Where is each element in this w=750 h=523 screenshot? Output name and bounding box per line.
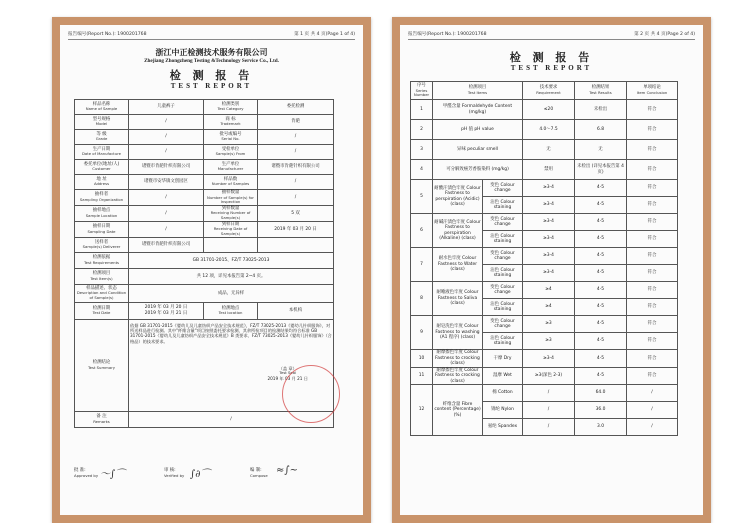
series-number: 3 (411, 140, 433, 160)
header-divider (68, 39, 355, 40)
test-result: 4-5 (575, 299, 627, 316)
table-row (75, 130, 334, 145)
field-label: 生产单位 Manufacturer (204, 160, 258, 175)
requirement: ≥3-4 (523, 265, 575, 282)
table-row (75, 100, 334, 115)
field-value: / (258, 175, 334, 190)
field-value: / (258, 190, 334, 206)
report-title-cn: 检 测 报 告 (509, 51, 594, 64)
field-value: / (129, 130, 204, 145)
field-value: 5 双 (258, 205, 334, 221)
field-value: / (258, 130, 334, 145)
report-page-1 (60, 25, 363, 515)
test-sub-item: 变色 Colour change (483, 214, 523, 231)
requirement: ≥3-4 (523, 180, 575, 197)
table-row (411, 248, 678, 265)
requirement: ≥3-4 (523, 350, 575, 368)
test-result: 4-5 (575, 367, 627, 385)
test-result: 4-5 (575, 282, 627, 299)
item-conclusion: / (627, 402, 678, 419)
test-result: 4-5 (575, 214, 627, 231)
test-items-value: 共 12 项，详见本报告第 2~4 页。 (129, 268, 334, 284)
table-row (75, 190, 334, 206)
test-sub-item: 氨纶 Spandex (483, 419, 523, 436)
stamp-text: （盖 章） (278, 365, 297, 371)
field-value: 诸暨市肯葩针织有限公司 (129, 160, 204, 175)
test-item: 耐碱汗渍色牢度 Colour Fastness to perspiration (Alkaline) (class) (433, 214, 483, 248)
test-result: 4-5 (575, 333, 627, 350)
table-row: 备 注 Remarks / (75, 411, 334, 427)
test-item: 耐酸汗渍色牢度 Colour Fastness to perspiration (Acidic) (class) (433, 180, 483, 214)
table-row: 检测日期 Test Date 2019 年 03 月 20 日 2019 年 03 月 21 日 检测地点 Test location 本机构 (75, 302, 334, 319)
field-label: 委托单位(地址/人) Customer (75, 160, 129, 175)
test-sub-item: 棉 Cotton (483, 385, 523, 402)
report-title-cn: 检 测 报 告 (169, 69, 254, 82)
test-sub-item: 湿摩 Wet (483, 367, 523, 385)
test-basis-value: GB 31701-2015、FZ/T 73025-2013 (129, 252, 334, 268)
report-title-en: TEST REPORT (510, 64, 593, 72)
field-value: / (129, 190, 204, 206)
field-label: 到样日期 Receiving Date of Sample(s) (204, 221, 258, 237)
field-label: 生产日期 Date of Manufacture (75, 145, 129, 160)
company-name-en: Zhejiang Zhongzheng Testing &Technology Service Co., Ltd. (144, 58, 279, 64)
test-sub-item: 变色 Colour change (483, 282, 523, 299)
item-conclusion: 符合 (627, 350, 678, 368)
table-row (75, 115, 334, 130)
field-value: / (129, 115, 204, 130)
field-value: 诸暨市肯葩针织有限公司 (258, 160, 334, 175)
field-label: 检测类别 Test Category (204, 100, 258, 115)
requirement: 无 (523, 140, 575, 160)
approver-signature-icon: 〜∫⌒ (100, 469, 126, 480)
table-row: 样品描述、状态 Description and Condition of Sample(s) 成品，无异样 (75, 284, 334, 302)
field-label (204, 237, 258, 252)
requirement: ≥4 (523, 282, 575, 299)
requirement: ≥3-4 (523, 197, 575, 214)
test-date-value: 2019 年 03 月 20 日 2019 年 03 月 21 日 (129, 302, 204, 319)
table-row (75, 237, 334, 252)
item-conclusion: 符合 (627, 299, 678, 316)
official-seal-icon (282, 365, 340, 423)
item-conclusion: / (627, 385, 678, 402)
sample-state-value: 成品，无异样 (129, 284, 334, 302)
test-result: 4-5 (575, 265, 627, 282)
field-label: 样品名称 Name of Sample (75, 100, 129, 115)
table-row: 检测依据 Test Requirements GB 31701-2015、FZ/T 73025-2013 (75, 252, 334, 268)
test-item: pH 值 pH value (433, 120, 523, 140)
series-number: 4 (411, 160, 433, 180)
test-result: 3.0 (575, 419, 627, 436)
table-row (411, 214, 678, 231)
conclusion-text: 依据 GB 31701-2015《婴幼儿及儿童纺织产品安全技术规范》，FZ/T 73025-2013《婴幼儿针织服饰》，对所送样品进行检测。其中"纤维含量"项目按照委托要求检测，其余所检项目的检测结果均符合标准 GB 31701-2015《婴幼儿及儿童纺织产品安全技术规范》B 类要求、FZ/T 73025-2013《婴幼儿针织服饰》（合格品）的技术要求。 (130, 322, 332, 344)
test-item: 甲醛含量 Formaldehyde Content (mg/kg) (433, 100, 523, 120)
requirement: 禁用 (523, 160, 575, 180)
test-sub-item: 沾色 Colour staining (483, 265, 523, 282)
report-number: 报告编号(Report No.): 1900201768 (68, 32, 147, 37)
test-result: 4-5 (575, 316, 627, 333)
verifier-signature-icon: ∫∂⌒ (190, 469, 211, 480)
table-row: 检测结论 Test Summary 依据 GB 31701-2015《婴幼儿及儿童纺织产品安全技术规范》，FZ/T 73025-2013《婴幼儿针织服饰》，对所送样品进行检测。其中"纤维含量"项目按照委托要求检测，其余所检项目的检测结果均符合标准 GB 31701-2015《婴幼儿及儿童纺织产品安全技术规范》B 类要求、FZ/T 73025-2013《婴幼儿针织服饰》（合格品）的技术要求。 （盖 章） Test Seal 2019 年 03 月 21 日 (75, 319, 334, 411)
field-label: 抽样地点 Sample Location (75, 205, 129, 221)
field-label: 商 标 Trademark (204, 115, 258, 130)
test-location-value: 本机构 (258, 302, 334, 319)
requirement: / (523, 419, 575, 436)
test-result: 6.8 (575, 120, 627, 140)
requirement: ≤20 (523, 100, 575, 120)
page-number: 第 2 页 共 4 页(Page 2 of 4) (634, 32, 695, 37)
compose-by: 编 制: Compose (250, 468, 268, 478)
table-row (75, 205, 334, 221)
requirement: / (523, 402, 575, 419)
test-result: 未检出 (575, 100, 627, 120)
field-label: 抽样数量 Number of Sample(s) for Inspection (204, 190, 258, 206)
series-number: 7 (411, 248, 433, 282)
test-sub-item: 变色 Colour change (483, 316, 523, 333)
field-value: / (129, 205, 204, 221)
verified-by: 审 核: Verified by (164, 468, 185, 478)
page-header (408, 31, 695, 37)
test-sub-item: 沾色 Colour staining (483, 333, 523, 350)
test-result: 无 (575, 140, 627, 160)
item-conclusion: 符合 (627, 140, 678, 160)
field-value: 肯葩 (258, 115, 334, 130)
requirement: ≥3 (523, 316, 575, 333)
table-row (411, 385, 678, 402)
series-number: 1 (411, 100, 433, 120)
field-label: 等 级 Grade (75, 130, 129, 145)
table-row: 检测项目 Test Item(s) 共 12 项，详见本报告第 2~4 页。 (75, 268, 334, 284)
requirement: ≥3-4 (523, 248, 575, 265)
series-number: 9 (411, 316, 433, 350)
test-item: 可分解致癌芳香胺染料 (mg/kg) (433, 160, 523, 180)
table-row (411, 180, 678, 197)
requirement: / (523, 385, 575, 402)
field-label: 地 址 Address (75, 175, 129, 190)
table-row (411, 350, 678, 368)
signature-row (72, 465, 351, 495)
test-item: 耐唾液色牢度 Colour Fastness to Saliva (class) (433, 282, 483, 316)
series-number: 8 (411, 282, 433, 316)
requirement: ≥3 (523, 333, 575, 350)
item-conclusion: 符合 (627, 160, 678, 180)
test-result: 4-5 (575, 248, 627, 265)
field-value: 诸暨市安华镇文创园区 (129, 175, 204, 190)
report-title-en: TEST REPORT (170, 82, 253, 90)
series-number: 10 (411, 350, 433, 368)
item-conclusion: 符合 (627, 231, 678, 248)
field-label: 抽样日期 Sampling Date (75, 221, 129, 237)
requirement: 4.0～7.5 (523, 120, 575, 140)
table-row (411, 160, 678, 180)
composer-signature-icon: ≈∫~ (276, 465, 298, 476)
item-conclusion: 符合 (627, 100, 678, 120)
stamp-en: Test Seal (279, 370, 297, 376)
field-value: / (129, 145, 204, 160)
field-value: / (129, 221, 204, 237)
test-item: 纤维含量 Fibre content (Percentage) (%) (433, 385, 483, 436)
test-item: 耐摩擦色牢度 Colour Fastness to crocking (class) (433, 350, 483, 368)
table-row (411, 100, 678, 120)
table-row (75, 160, 334, 175)
stamp-date: 2019 年 03 月 21 日 (267, 375, 308, 381)
field-value: 诸暨市肯葩针织有限公司 (129, 237, 204, 252)
test-result: 4-5 (575, 197, 627, 214)
requirement: ≥3-4 (523, 231, 575, 248)
field-label: 送样者 Sample(s) Deliverer (75, 237, 129, 252)
remarks-value: / (129, 411, 334, 427)
table-row (75, 175, 334, 190)
company-name-cn: 浙江中正检测技术服务有限公司 (155, 47, 268, 57)
field-label: 抽样者 Sampling Organization (75, 190, 129, 206)
item-conclusion: 符合 (627, 197, 678, 214)
field-value: 委托检测 (258, 100, 334, 115)
series-number: 6 (411, 214, 433, 248)
item-conclusion: / (627, 419, 678, 436)
table-row (75, 221, 334, 237)
field-label: 批号或编号 Serial No. (204, 130, 258, 145)
item-conclusion: 符合 (627, 214, 678, 231)
test-results-table (410, 81, 678, 436)
table-row (411, 367, 678, 385)
item-conclusion: 符合 (627, 180, 678, 197)
series-number: 2 (411, 120, 433, 140)
report-number: 报告编号(Report No.): 1900201768 (408, 32, 487, 37)
test-result: 64.0 (575, 385, 627, 402)
test-sub-item: 变色 Colour change (483, 180, 523, 197)
test-sub-item: 沾色 Colour staining (483, 299, 523, 316)
table-row (411, 140, 678, 160)
header-divider (408, 39, 695, 40)
page-number: 第 1 页 共 4 页(Page 1 of 4) (294, 32, 355, 37)
report-page-1-frame (52, 17, 371, 523)
table-row (411, 282, 678, 299)
field-value: 2019 年 03 月 20 日 (258, 221, 334, 237)
item-conclusion: 符合 (627, 265, 678, 282)
series-number: 11 (411, 367, 433, 385)
test-sub-item: 变色 Colour change (483, 248, 523, 265)
item-conclusion: 符合 (627, 248, 678, 265)
test-item: 耐皂洗色牢度 Colour Fastness to washing (A1 程序) (class) (433, 316, 483, 350)
test-result: 4-5 (575, 350, 627, 368)
table-row (411, 120, 678, 140)
test-item: 异味 peculiar smell (433, 140, 523, 160)
field-label: 型号规格 Model (75, 115, 129, 130)
test-sub-item: 沾色 Colour staining (483, 231, 523, 248)
item-conclusion: 符合 (627, 120, 678, 140)
item-conclusion: 符合 (627, 316, 678, 333)
test-result: 36.0 (575, 402, 627, 419)
field-value: / (258, 145, 334, 160)
series-number: 12 (411, 385, 433, 436)
item-conclusion: 符合 (627, 367, 678, 385)
field-label: 到样数量 Receiving Number of Sample(s) (204, 205, 258, 221)
test-sub-item: 锦纶 Nylon (483, 402, 523, 419)
report-page-2-frame (392, 17, 711, 523)
item-conclusion: 符合 (627, 333, 678, 350)
field-value: 儿童裤子 (129, 100, 204, 115)
page-header (68, 31, 355, 37)
item-conclusion: 符合 (627, 282, 678, 299)
requirement: ≥4 (523, 299, 575, 316)
table-row (411, 316, 678, 333)
test-result: 4-5 (575, 180, 627, 197)
table-row (75, 145, 334, 160)
field-value (258, 237, 334, 252)
field-label: 受检单位 Sample(s) From (204, 145, 258, 160)
approved-by: 批 准: Approved by (74, 468, 99, 478)
test-item: 耐摩擦色牢度 Colour Fastness to crocking (class) (433, 367, 483, 385)
report-page-2 (400, 25, 703, 515)
test-sub-item: 沾色 Colour staining (483, 197, 523, 214)
table-header-row: 序号 Series Number 检测项目 Test Items 技术要求 Requirement 检测结果 Test Results 单项结论 Item Conclusion (411, 82, 678, 100)
test-result: 4-5 (575, 231, 627, 248)
requirement: ≥3-4 (523, 214, 575, 231)
requirement: ≥3(深色 2-3) (523, 367, 575, 385)
test-sub-item: 干摩 Dry (483, 350, 523, 368)
field-label: 样品数 Number of Samples (204, 175, 258, 190)
test-result: 未检出 (详见本报告第 4 页) (575, 160, 627, 180)
test-item: 耐水色牢度 Colour Fastness to Water (class) (433, 248, 483, 282)
series-number: 5 (411, 180, 433, 214)
